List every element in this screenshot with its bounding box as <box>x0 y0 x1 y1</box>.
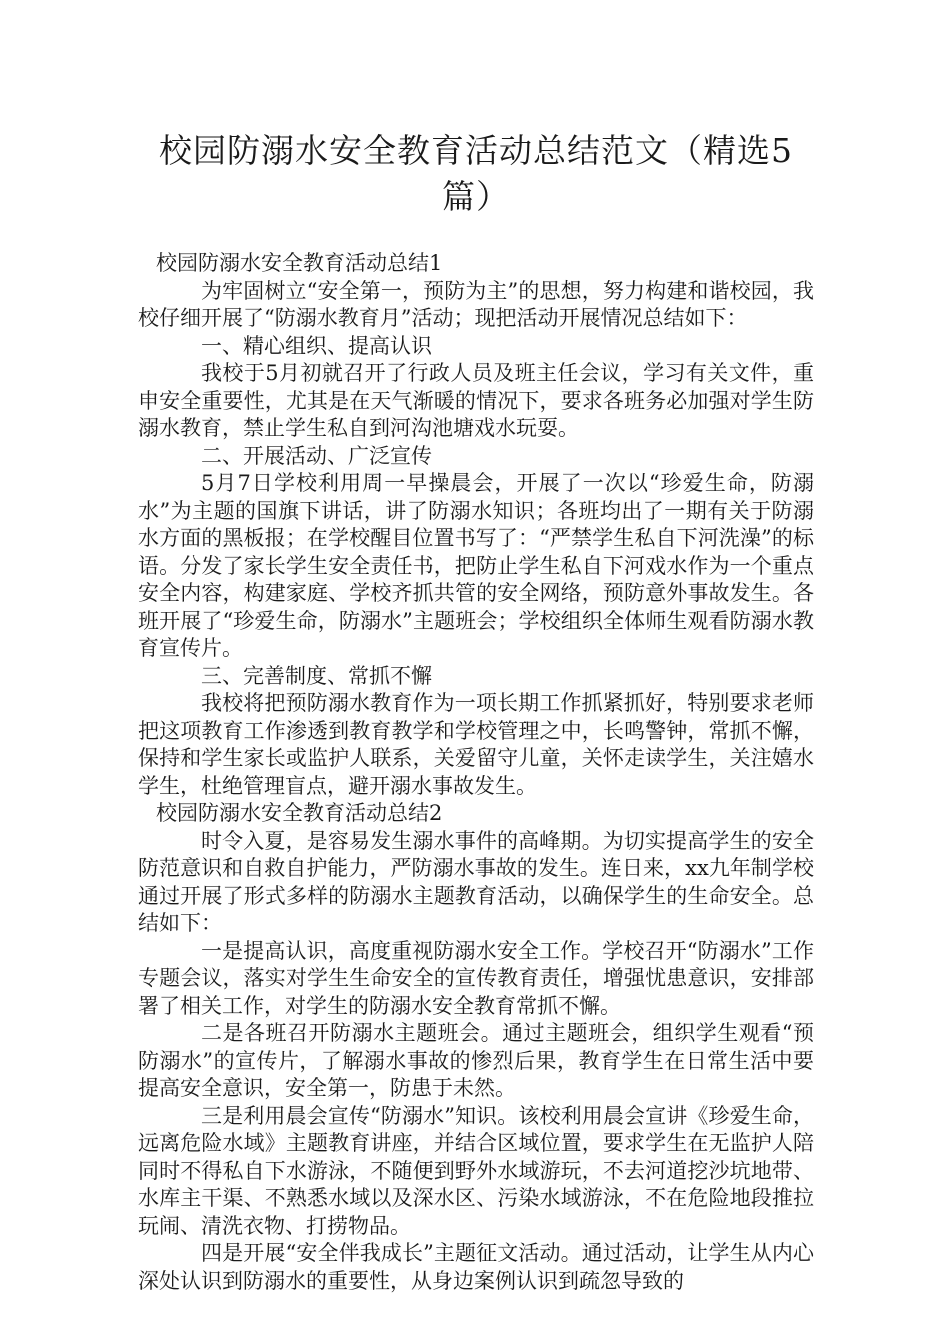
subsection-heading: 一、精心组织、提高认识 <box>201 333 432 358</box>
paragraph: 四是开展“安全伴我成长”主题征文活动。通过活动，让学生从内心深处认识到防溺水的重要性，从身边案例认识到疏忽导致的 <box>138 1241 814 1293</box>
paragraph: 二是各班召开防溺水主题班会。通过主题班会，组织学生观看“预防溺水”的宣传片，了解溺水事故的惨烈后果，教育学生在日常生活中要提高安全意识，安全第一，防患于未然。 <box>138 1021 814 1100</box>
document-body <box>138 250 814 1295</box>
document-title: 校园防溺水安全教育活动总结范文（精选5篇） <box>159 131 793 216</box>
subsection-heading: 二、开展活动、广泛宣传 <box>201 443 432 468</box>
section-heading: 校园防溺水安全教育活动总结1 <box>156 251 443 275</box>
section-heading: 校园防溺水安全教育活动总结2 <box>156 801 443 825</box>
document-page <box>138 0 814 1295</box>
paragraph: 一是提高认识，高度重视防溺水安全工作。学校召开“防溺水”工作专题会议，落实对学生生命安全的宣传教育责任，增强忧患意识，安排部署了相关工作，对学生的防溺水安全教育常抓不懈。 <box>138 938 814 1018</box>
subsection-heading: 三、完善制度、常抓不懈 <box>201 663 432 688</box>
paragraph: 我校将把预防溺水教育作为一项长期工作抓紧抓好，特别要求老师把这项教育工作渗透到教育教学和学校管理之中，长鸣警钟，常抓不懈，保持和学生家长或监护人联系，关爱留守儿童，关怀走读学生，关注嬉水学生，杜绝管理盲点，避开溺水事故发生。 <box>138 691 814 798</box>
paragraph: 我校于5月初就召开了行政人员及班主任会议，学习有关文件，重申安全重要性，尤其是在天气渐暖的情况下，要求各班务必加强对学生防溺水教育，禁止学生私自到河沟池塘戏水玩耍。 <box>138 361 814 440</box>
paragraph: 时令入夏，是容易发生溺水事件的高峰期。为切实提高学生的安全防范意识和自救自护能力，严防溺水事故的发生。连日来，xx九年制学校通过开展了形式多样的防溺水主题教育活动，以确保学生的生命安全。总结如下： <box>138 828 814 935</box>
paragraph: 为牢固树立“安全第一，预防为主”的思想，努力构建和谐校园，我校仔细开展了“防溺水教育月”活动；现把活动开展情况总结如下： <box>138 278 814 330</box>
paragraph: 三是利用晨会宣传“防溺水”知识。该校利用晨会宣讲《珍爱生命，远离危险水域》主题教育讲座，并结合区域位置，要求学生在无监护人陪同时不得私自下水游泳，不随便到野外水域游玩，不去河道挖沙坑地带、水库主干渠、不熟悉水域以及深水区、污染水域游泳，不在危险地段推拉玩闹、清洗衣物、打捞物品。 <box>138 1103 814 1238</box>
paragraph: 5月7日学校利用周一早操晨会，开展了一次以“珍爱生命，防溺水”为主题的国旗下讲话，讲了防溺水知识；各班均出了一期有关于防溺水方面的黑板报；在学校醒目位置书写了：“严禁学生私自下河洗澡”的标语。分发了家长学生安全责任书，把防止学生私自下河戏水作为一个重点安全内容，构建家庭、学校齐抓共管的安全网络，预防意外事故发生。各班开展了“珍爱生命，防溺水”主题班会；学校组织全体师生观看防溺水教育宣传片。 <box>138 471 814 660</box>
